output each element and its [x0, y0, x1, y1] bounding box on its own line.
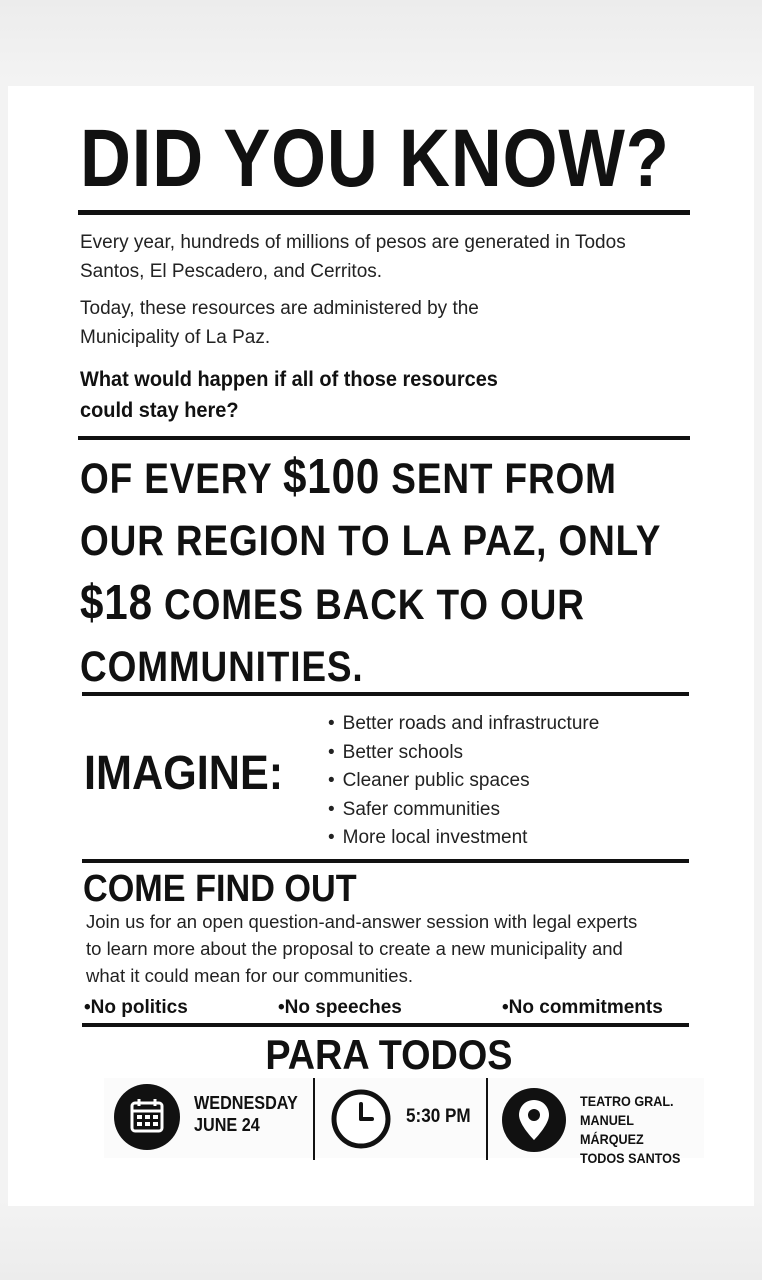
intro-paragraph-2: Today, these resources are administered by the Municipality of La Paz.	[80, 298, 479, 348]
stat-amount-18: $18	[80, 576, 153, 630]
separator	[313, 1078, 315, 1160]
no-politics: •No politics	[84, 997, 188, 1018]
event-venue	[580, 1092, 692, 1168]
calendar-icon	[114, 1084, 180, 1150]
stat-amount-100: $100	[282, 450, 381, 504]
event-time: 5:30 PM	[406, 1106, 471, 1127]
no-speeches: •No speeches	[278, 997, 402, 1018]
event-details-bar	[104, 1078, 704, 1166]
event-date-value: JUNE 24	[194, 1115, 260, 1135]
list-item: • Safer communities	[328, 796, 599, 825]
divider	[78, 210, 690, 215]
flyer	[8, 86, 754, 1206]
imagine-title: IMAGINE:	[84, 747, 284, 800]
divider	[82, 859, 689, 863]
divider	[82, 692, 689, 696]
list-item: • Better roads and infrastructure	[328, 710, 599, 739]
divider	[82, 1023, 689, 1027]
event-date	[194, 1092, 298, 1136]
benefits-list	[328, 710, 599, 853]
clock-icon	[330, 1088, 392, 1150]
stat-line-2: OUR REGION TO LA PAZ, ONLY	[80, 517, 662, 565]
stat-line-4: COMMUNITIES.	[80, 643, 364, 691]
event-description: Join us for an open question-and-answer session with legal experts to learn more about the proposal to create a new municipality and what it could mean for our communities.	[86, 911, 638, 986]
list-item: • Cleaner public spaces	[328, 767, 599, 796]
come-find-out-title: COME FIND OUT	[83, 868, 357, 910]
headline: DID YOU KNOW?	[80, 113, 670, 204]
stat-line-1: OF EVERY $100 SENT FROM	[80, 450, 617, 504]
tagline: PARA TODOS	[265, 1031, 513, 1078]
location-pin-icon	[502, 1088, 566, 1152]
question-text: What would happen if all of those resources could stay here?	[80, 368, 498, 422]
list-item: • Better schools	[328, 739, 599, 768]
list-item: • More local investment	[328, 824, 599, 853]
venue-line-2: MANUEL MÁRQUEZ	[580, 1112, 644, 1147]
separator	[486, 1078, 488, 1160]
event-day: WEDNESDAY	[194, 1093, 298, 1113]
intro-paragraph-1: Every year, hundreds of millions of pesos are generated in Todos Santos, El Pescadero, and Cerritos.	[80, 232, 626, 282]
stat-line-3: $18 COMES BACK TO OUR	[80, 576, 585, 630]
statistic-block	[80, 446, 682, 698]
venue-line-3: TODOS SANTOS	[580, 1150, 681, 1166]
venue-line-1: TEATRO GRAL.	[580, 1093, 674, 1109]
no-commitments: •No commitments	[502, 997, 663, 1018]
divider	[78, 436, 690, 440]
